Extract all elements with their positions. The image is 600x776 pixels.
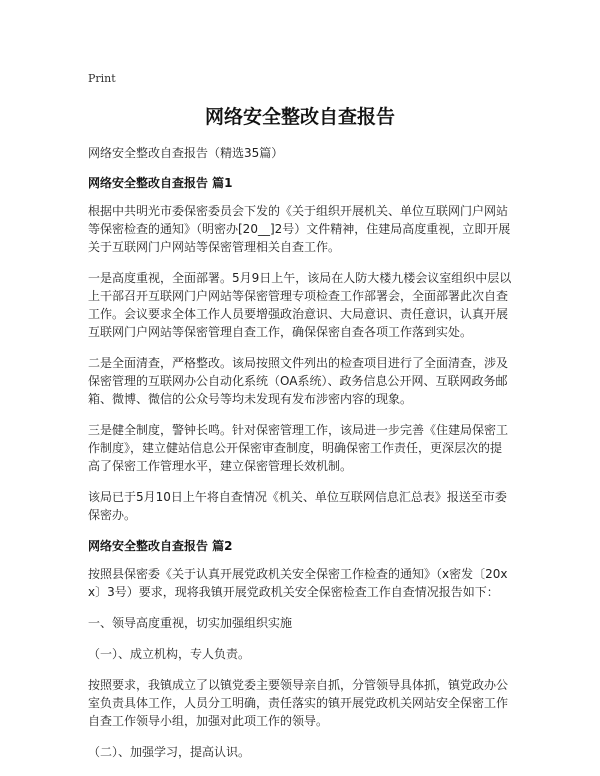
paragraph: 按照县保密委《关于认真开展党政机关安全保密工作检查的通知》（x密发〔20xx〕3号）要求，现将我镇开展党政机关安全保密检查工作自查情况报告如下： bbox=[88, 567, 508, 599]
paragraph: 二是全面清查，严格整改。该局按照文件列出的检查项目进行了全面清查，涉及保密管理的互联网办公自动化系统（OA系统）、政务信息公开网、互联网政务邮箱、微博、微信的公众号等均未发现有发布涉密内容的现象。 bbox=[88, 356, 509, 406]
page-title: 网络安全整改自查报告 bbox=[204, 106, 395, 128]
paragraph: 三是健全制度，警钟长鸣。针对保密管理工作，该局进一步完善《住建局保密工作制度》，建立健站信息公开保密审查制度，明确保密工作责任，更深层次的提高了保密工作管理水平，建立保密管理长效机制。 bbox=[88, 423, 509, 473]
paragraph: 一、领导高度重视，切实加强组织实施 bbox=[88, 616, 293, 630]
document-subtitle: 网络安全整改自查报告（精选35篇） bbox=[88, 146, 284, 160]
paragraph: 一是高度重视，全面部署。5月9日上午，该局在人防大楼九楼会议室组织中层以上干部召开互联网门户网站等保密管理专项检查工作部署会，全面部署此次自查工作。会议要求全体工作人员要增强政治意识、大局意识、责任意识，认真开展互联网门户网站等保密管理自查工作，确保保密自查各项工作落到实处。 bbox=[88, 271, 512, 339]
paragraph: （二）、加强学习，提高认识。 bbox=[88, 745, 251, 759]
paragraph: 根据中共明光市委保密委员会下发的《关于组织开展机关、单位互联网门户网站等保密检查的通知》（明密办[20__]2号）文件精神，住建局高度重视，立即开展关于互联网门户网站等保密管理相关自查工作。 bbox=[88, 204, 511, 254]
paragraph: 按照要求，我镇成立了以镇党委主要领导亲自抓，分管领导具体抓，镇党政办公室负责具体工作，人员分工明确，责任落实的镇开展党政机关网站安全保密工作自查工作领导小组，加强对此项工作的领导。 bbox=[88, 678, 509, 728]
paragraph: 该局已于5月10日上午将自查情况《机关、单位互联网信息汇总表》报送至市委保密办。 bbox=[88, 490, 507, 522]
print-label: Print bbox=[88, 72, 116, 85]
section-heading-1: 网络安全整改自查报告 篇1 bbox=[88, 176, 233, 190]
paragraph: （一）、成立机构，专人负责。 bbox=[88, 647, 251, 661]
section-heading-2: 网络安全整改自查报告 篇2 bbox=[88, 539, 233, 553]
